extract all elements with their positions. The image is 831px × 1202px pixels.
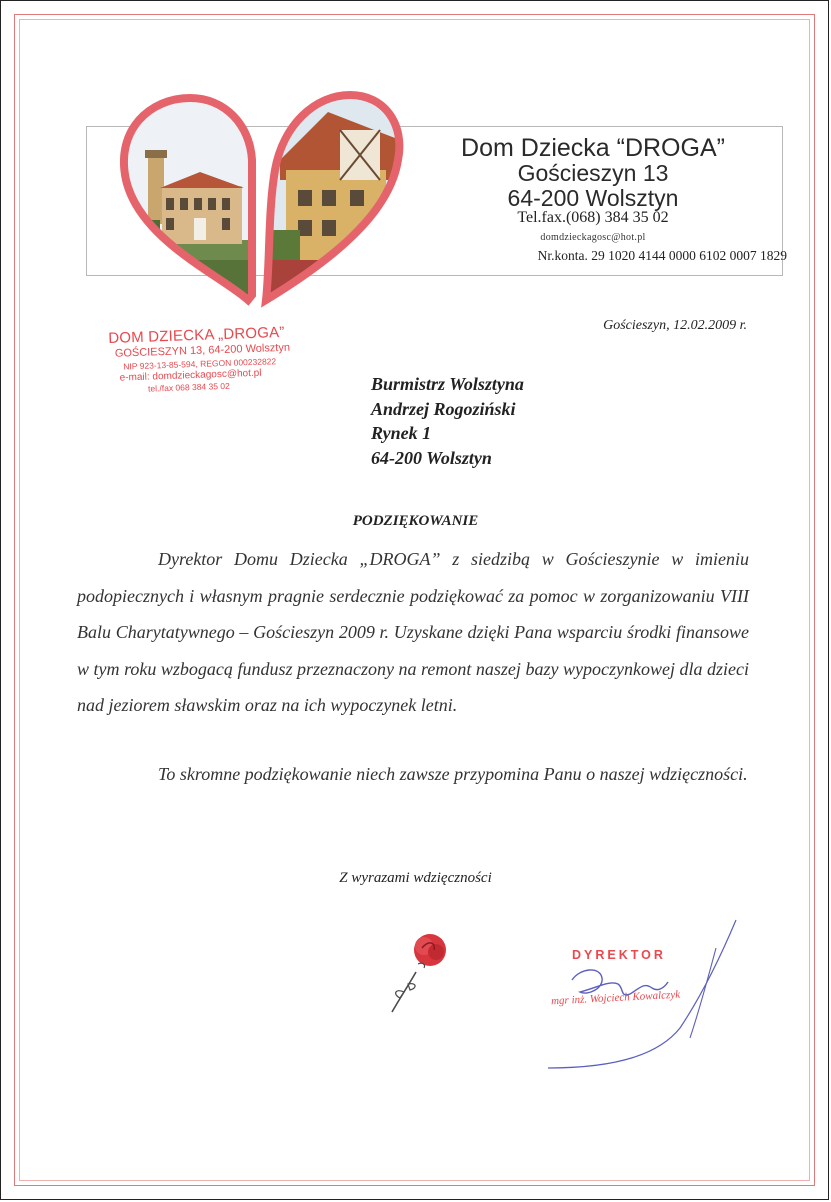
director-stamp-name: mgr inż. Wojciech Kowalczyk [550,988,681,1008]
handwritten-signature [540,918,750,1078]
heart-logo-photo [100,90,410,315]
recipient-line-4: 64-200 Wolsztyn [371,447,492,468]
body-paragraph-1: Dyrektor Domu Dziecka „DROGA” z siedzibą w Gościeszynie w imieniu podopiecznych i własnym pragnie serdecznie podziękować za pomoc w zorganizowaniu VIII Balu Charytatywnego – Gościeszyn 2009 r. Uzyskane dzięki Pana wsparciu środki finansowe w tym roku wzbogacą fundusz przeznaczony na remont naszej bazy wypoczynkowej dla dzieci nad jeziorem sławskim oraz na ich wypoczynek letni. [77,549,749,716]
org-bank-account: Nr.konta. 29 1020 4144 0000 6102 0007 1829 [537,248,787,263]
closing-text: Z wyrazami wdzięczności [339,870,492,886]
letter-title: PODZIĘKOWANIE [352,513,479,529]
org-telfax: Tel.fax.(068) 384 35 02 [517,209,669,226]
director-stamp-title: DYREKTOR [572,948,666,962]
recipient-line-3: Rynek 1 [371,423,432,443]
stamp-line-5: tel./fax 068 384 35 02 [147,380,230,394]
body-paragraph-2: To skromne podziękowanie niech zawsze przypomina Panu o naszej wdzięczności. [158,764,748,784]
stamp-line-4: e-mail: domdzieckagosc@hot.pl [119,367,262,384]
org-name: Dom Dziecka “DROGA” [461,134,725,162]
recipient-line-2: Andrzej Rogoziński [371,398,516,419]
rose-icon [378,928,458,1018]
org-street: Gościeszyn 13 [517,160,669,186]
org-city: 64-200 Wolsztyn [507,185,679,211]
letter-date: Gościeszyn, 12.02.2009 r. [603,318,747,333]
stamp-line-2: GOŚCIESZYN 13, 64-200 Wolsztyn [114,341,291,360]
recipient-line-1: Burmistrz Wolsztyna [371,374,524,394]
institution-stamp [108,323,310,395]
org-email: domdzieckagosc@hot.pl [540,232,646,243]
stamp-line-3: NIP 923-13-85-594, REGON 000232822 [123,356,277,372]
closing-line [0,870,831,887]
recipient-address [371,372,524,470]
stamp-line-1: DOM DZIECKA „DROGA” [108,323,285,347]
